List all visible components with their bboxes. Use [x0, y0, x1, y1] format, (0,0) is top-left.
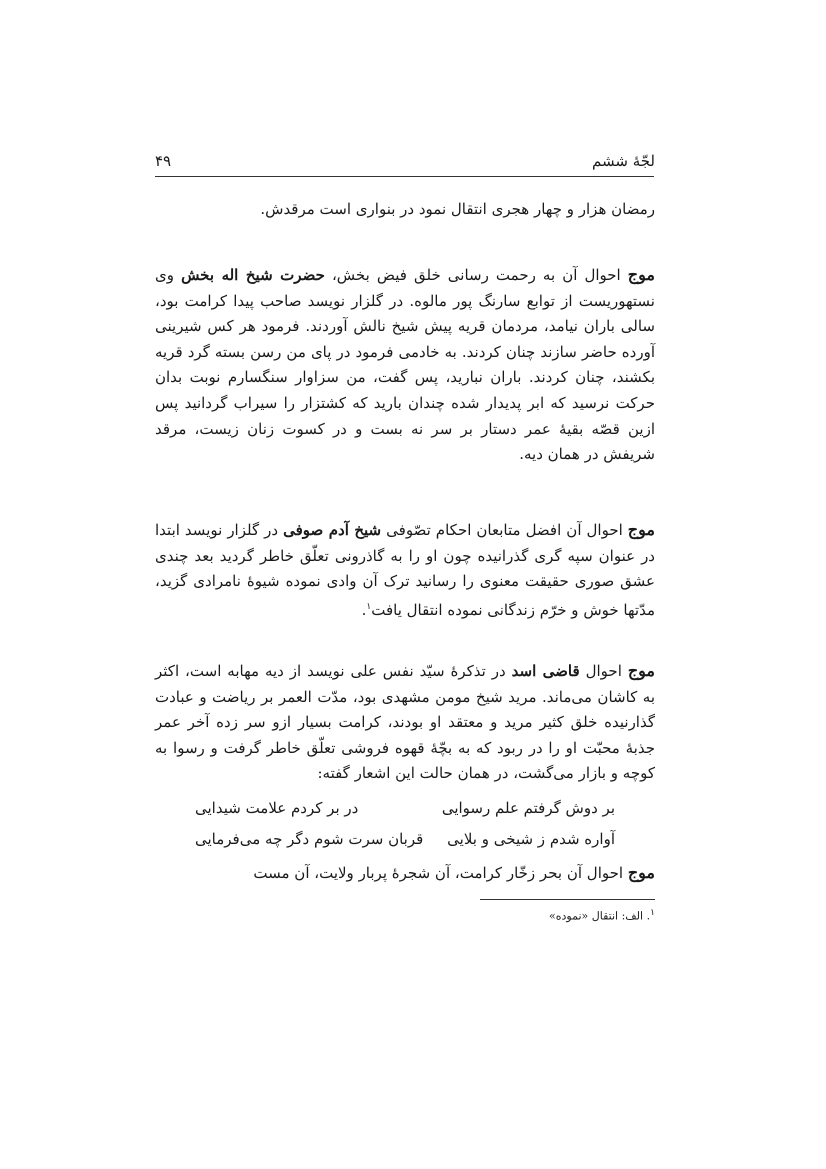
paragraph-intro: [155, 197, 655, 223]
person-name: قاضی اسد: [511, 662, 580, 680]
paragraph-text: احوال آن بحر زخّار کرامت، آن شجرهٔ پربار ولایت، آن مست: [253, 864, 624, 882]
mowj-keyword: موج: [627, 863, 655, 882]
paragraph-text: در تذکرهٔ سیّد نفس علی نویسد از دیه مهابه است، اکثر به کاشان می‌ماند. مرید شیخ مومن مشهدی بود، مدّت العمر بر ریاضت و عبادت گذارنیده خلق کثیر مرید و معتقد او بودند، کرامت بسیار ازو سر زده آخر عمر جذبهٔ محبّت او را در ربود که به بچّهٔ قهوه فروشی تعلّق خاطر گرفت و رسوا به کوچه و بازار می‌گشت، در همان حالت این اشعار گفته:: [155, 662, 655, 783]
mowj-keyword: موج: [627, 265, 655, 284]
paragraph-text: رمضان هزار و چهار هجری انتقال نمود در بنواری است مرقدش.: [260, 200, 655, 218]
footnote-ref: ۱: [366, 601, 372, 612]
paragraph-qazi-asad: [155, 658, 655, 787]
paragraph-shaikh-adam: [155, 517, 655, 623]
footnote-text: . الف: انتقال «نموده»: [549, 909, 651, 923]
paragraph-text: وی نستهوریست از توابع سارنگ پور مالوه. در گلزار نویسد صاحب پیدا کرامت بود، سالی باران نیامد، مردمان قریه پیش شیخ نالش آوردند. فرمود هر کس شیرینی آورده حاضر سازند چنان کردند. به خادمی فرمود در پای من رسن بسته گرد قریه بکشند، چنان کردند. باران نبارید، پس گفت، من سزاوار سنگسارم نوبت بدان حرکت نرسید که ابر پدیدار شده چندان بارید که کشتزار را سیراب گردانید پس ازین قصّه بقیهٔ عمر دستار بر سر نه بست و در کسوت زنان زیست، مرقد شریفش در همان دیه.: [155, 266, 655, 464]
footnote-rule: [480, 899, 655, 900]
verse-hemistich-first: آواره شدم ز شیخی و بلایی: [447, 830, 615, 848]
verse-hemistich-second: در بر کردم علامت شیدایی: [195, 799, 359, 817]
chapter-title: لجّهٔ ششم: [592, 152, 655, 170]
header-rule: [155, 176, 654, 177]
mowj-keyword: موج: [627, 661, 655, 680]
paragraph-text: احوال: [585, 662, 622, 680]
paragraph-text: احوال آن به رحمت رسانی خلق فیض بخش،: [331, 266, 621, 284]
running-header: [155, 149, 655, 175]
person-name: شیخ آدم صوفی: [283, 521, 382, 539]
mowj-keyword: موج: [627, 520, 655, 539]
paragraph-last: [155, 860, 655, 887]
page-number: ۴۹: [155, 152, 172, 170]
paragraph-shaikh-elahbakhsh: [155, 262, 655, 468]
footnote: [455, 907, 655, 923]
paragraph-text: در گلزار نویسد ابتدا در عنوان سپه گری گذرانیده چون او را به گاذرونی تعلّق خاطر گردید بعد چندی عشق صوری حقیقت معنوی را رسانید ترک آن وادی نموده شیوهٔ نامرادی گزید، مدّتها خوش و خرّم زندگانی نموده انتقال یافت: [155, 521, 655, 619]
verse-hemistich-first: بر دوش گرفتم علم رسوایی: [441, 799, 615, 817]
footnote-number: ۱: [650, 907, 655, 918]
verse-hemistich-second: قربان سرت شوم دگر چه می‌فرمایی: [195, 830, 424, 848]
person-name: حضرت شیخ اله بخش: [181, 266, 325, 284]
paragraph-text: احوال آن افضل متابعان احکام تصّوفی: [386, 521, 623, 539]
paragraph-end: .: [361, 600, 367, 619]
